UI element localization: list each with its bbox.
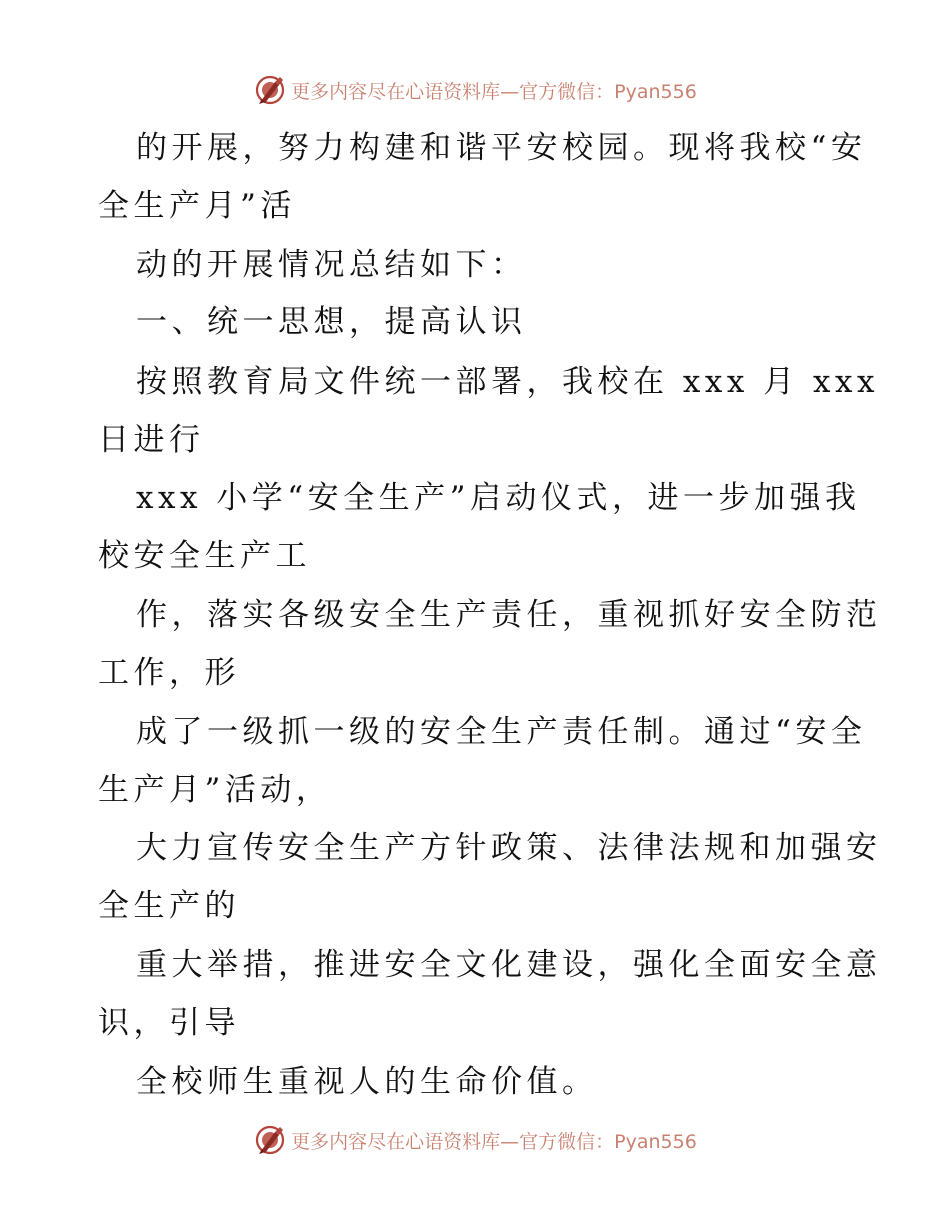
watermark-text: 更多内容尽在心语资料库—官方微信：Pyan556: [291, 80, 697, 103]
body-line-11: 成了一级抓一级的安全生产责任制。通过“安全: [136, 714, 867, 750]
body-line-8: 校安全生产工: [98, 538, 311, 574]
header-watermark: [0, 72, 950, 108]
pen-nib-logo-icon: [253, 73, 287, 107]
watermark-text: 更多内容尽在心语资料库—官方微信：Pyan556: [291, 1130, 697, 1153]
body-line-17: 全校师生重视人的生命价值。: [136, 1064, 598, 1100]
body-line-6: 日进行: [98, 422, 205, 458]
body-line-10: 工作，形: [98, 655, 240, 691]
body-line-2: 全生产月”活: [98, 188, 296, 224]
body-line-7: xxx 小学“安全生产”启动仪式，进一步加强我: [136, 480, 861, 516]
body-line-1: 的开展，努力构建和谐平安校园。现将我校“安: [136, 130, 867, 166]
body-line-5: 按照教育局文件统一部署，我校在 xxx 月 xxx: [136, 364, 879, 400]
pen-nib-logo-icon: [253, 1123, 287, 1157]
body-line-16: 识，引导: [98, 1005, 240, 1041]
body-line-9: 作，落实各级安全生产责任，重视抓好安全防范: [136, 597, 882, 633]
footer-watermark: [0, 1122, 950, 1158]
body-line-15: 重大举措，推进安全文化建设，强化全面安全意: [136, 947, 882, 983]
section-heading: 一、统一思想，提高认识: [136, 304, 527, 340]
body-line-14: 全生产的: [98, 888, 240, 924]
body-line-13: 大力宣传安全生产方针政策、法律法规和加强安: [136, 830, 882, 866]
body-line-3: 动的开展情况总结如下：: [136, 247, 527, 283]
body-line-12: 生产月”活动，: [98, 772, 332, 808]
